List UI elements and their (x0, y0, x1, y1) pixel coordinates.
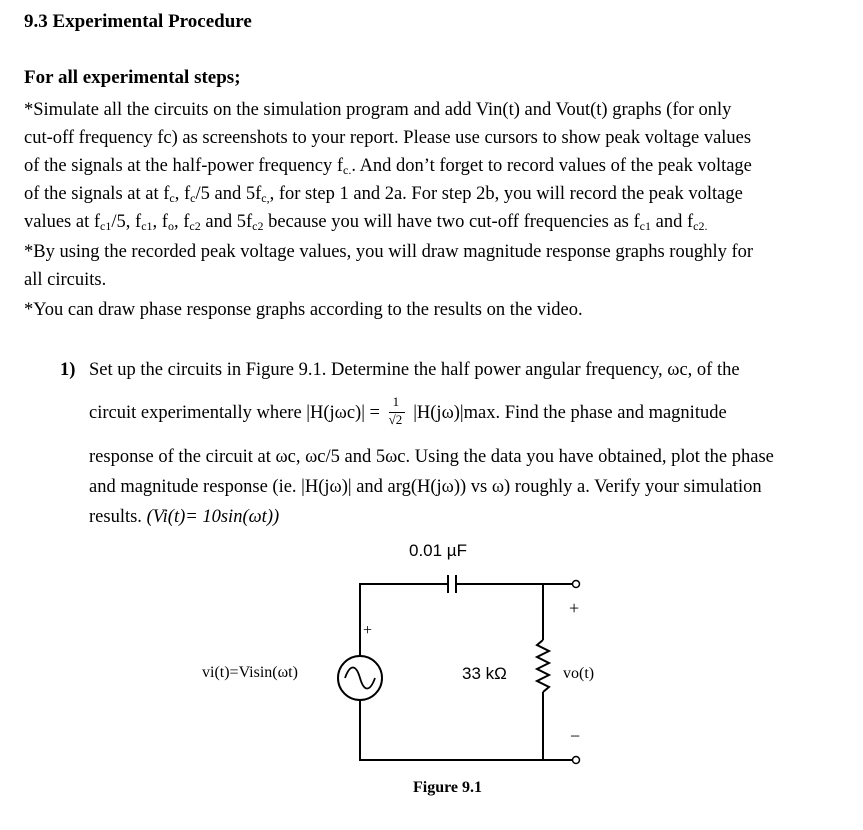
magnitude-note-line-1: *By using the recorded peak voltage values, you will draw magnitude response graphs roughly for (24, 242, 754, 262)
output-label: vo(t) (563, 665, 595, 682)
output-terminal-top (573, 581, 580, 588)
step1-line-1: Set up the circuits in Figure 9.1. Determine the half power angular frequency, ωc, of the (89, 360, 740, 380)
fraction-one-over-root-two: $\frac{1}{√2}$ (389, 398, 405, 428)
source-label: vi(t)=Visin(ωt) (202, 664, 298, 681)
magnitude-note-line-2: all circuits. (24, 270, 107, 290)
step1-line-2: circuit experimentally where |H(jωc)| = $\frac{1}{√2}$ |H(jω)|max. Find the phase and magnitude (89, 394, 727, 427)
intro-line-1: *Simulate all the circuits on the simulation program and add Vin(t) and Vout(t) graphs (for only (24, 100, 732, 120)
step-number: 1) (60, 360, 76, 380)
section-title: 9.3 Experimental Procedure (24, 11, 252, 32)
output-minus-sign: − (570, 726, 581, 746)
figure-caption: Figure 9.1 (413, 779, 483, 796)
output-terminal-bottom (573, 757, 580, 764)
intro-line-5: values at $f_{c1}/5$, $f_{c1}$, $f_o$, $f_{c2}$ and $5f_{c2}$ because you will have two cut-off frequencies as $f_{c1}$ and $f_{c2.}$ (24, 212, 708, 233)
output-plus-sign: + (569, 598, 580, 618)
intro-line-2: cut-off frequency fc) as screenshots to your report. Please use cursors to show peak voltage values (24, 128, 752, 148)
capacitor-label: 0.01 µF (409, 541, 467, 560)
step1-line-3: response of the circuit at ωc, ωc/5 and 5ωc. Using the data you have obtained, plot the phase (89, 447, 774, 467)
resistor-zigzag (537, 640, 549, 692)
phase-note: *You can draw phase response graphs according to the results on the video. (24, 300, 583, 320)
intro-line-3: of the signals at the half-power frequency $f_{c.}$. And don’t forget to record values of the peak voltage (24, 156, 752, 177)
subheading: For all experimental steps; (24, 67, 241, 88)
resistor-label: 33 kΩ (462, 664, 507, 683)
source-plus-sign: + (363, 622, 373, 639)
step1-line-5: results. (Vi(t)= 10sin(ωt)) (89, 507, 280, 527)
step1-line-4: and magnitude response (ie. |H(jω)| and arg(H(jω)) vs ω) roughly a. Verify your simulation (89, 477, 762, 497)
intro-line-4: of the signals at at $f_c$, $f_c/5$ and $5f_{c,}$, for step 1 and 2a. For step 2b, you will record the peak voltage (24, 184, 743, 205)
